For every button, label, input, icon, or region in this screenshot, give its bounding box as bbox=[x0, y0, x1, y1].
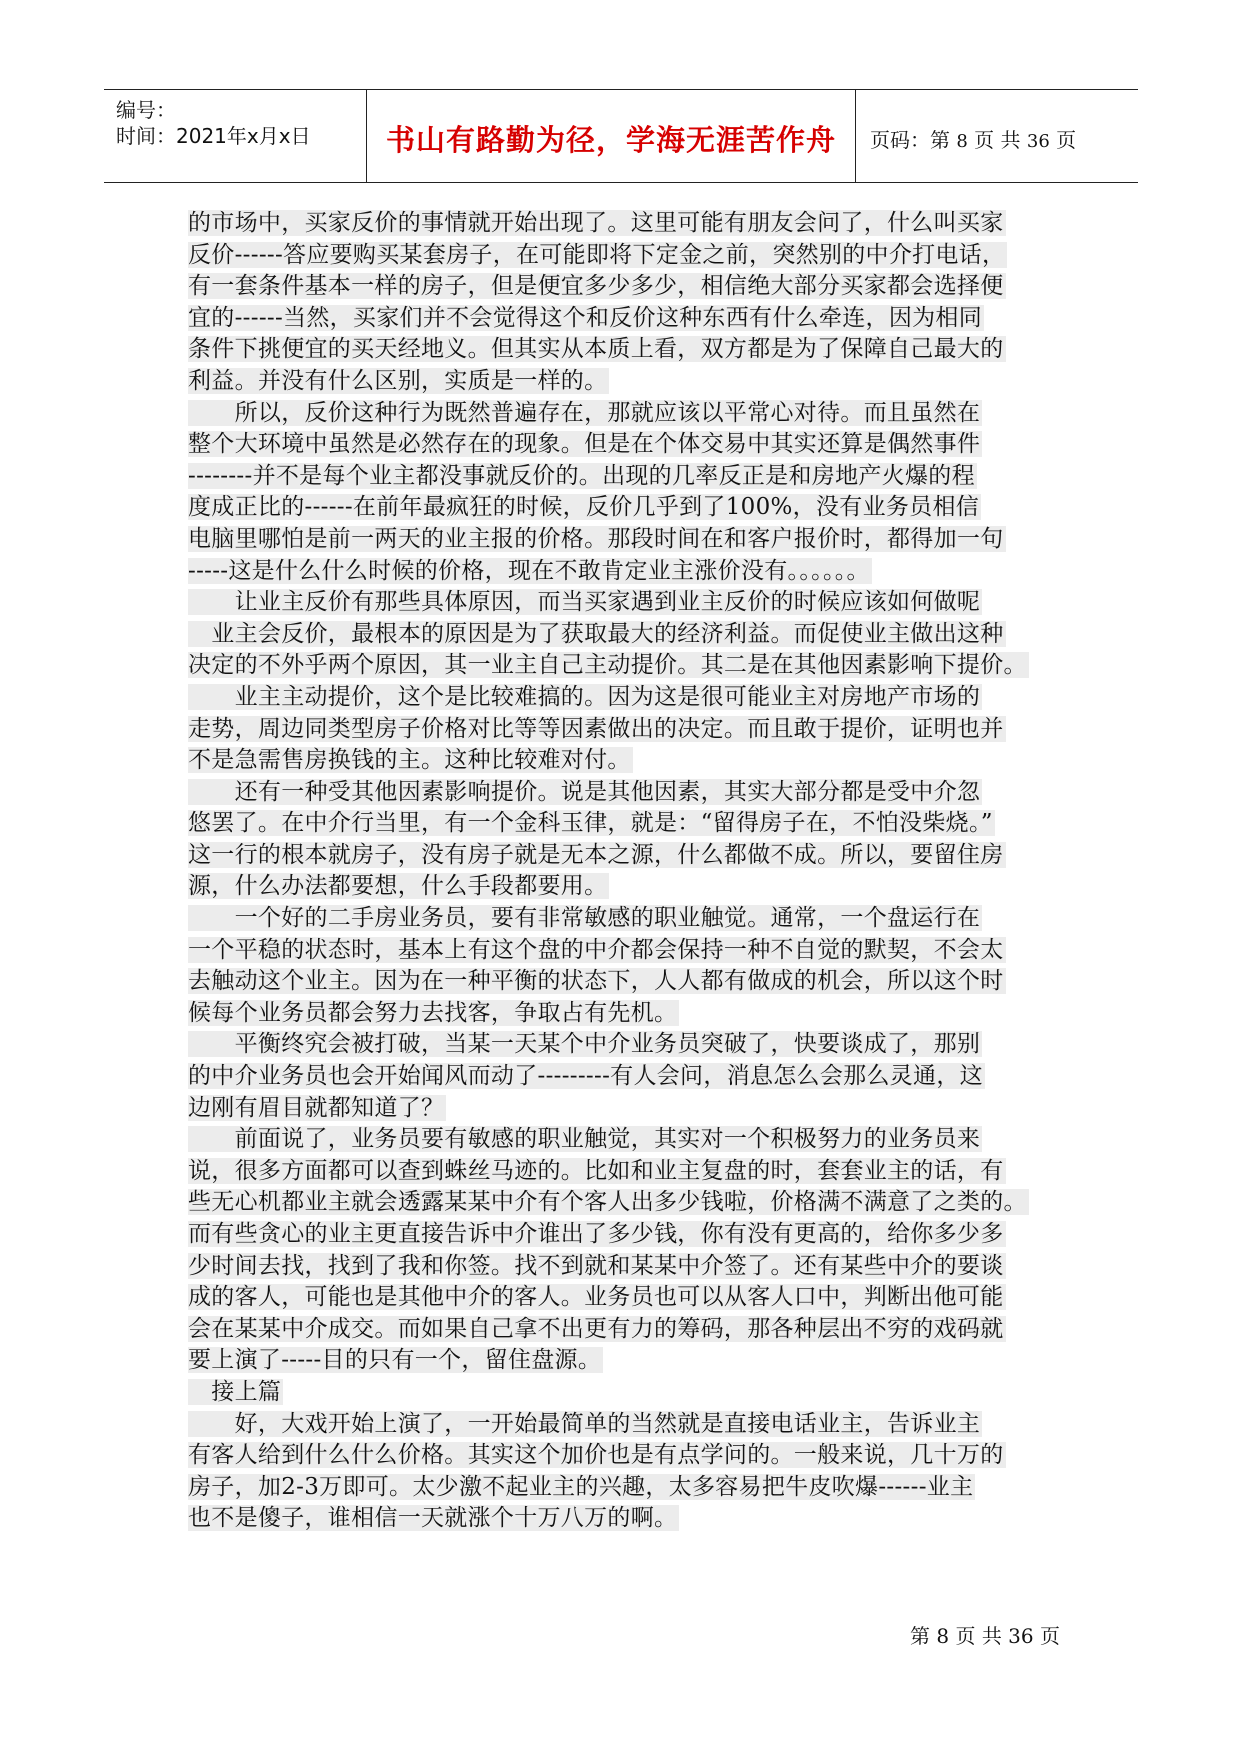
text-line bbox=[188, 1187, 1048, 1219]
text-line-content: 的中介业务员也会开始闻风而动了---------有人会问，消息怎么会那么灵通，这 bbox=[188, 1063, 983, 1090]
text-line-content: 走势，周边同类型房子价格对比等等因素做出的决定。而且敢于提价，证明也并 bbox=[188, 715, 1004, 742]
text-line-content: 让业主反价有那些具体原因，而当买家遇到业主反价的时候应该如何做呢 bbox=[188, 589, 981, 616]
text-line bbox=[188, 461, 1048, 493]
text-line bbox=[188, 398, 1048, 430]
text-line bbox=[188, 556, 1048, 588]
page-header bbox=[104, 89, 1138, 183]
text-line bbox=[188, 777, 1048, 809]
page-prefix: 页码：第 bbox=[870, 128, 950, 152]
text-line bbox=[188, 524, 1048, 556]
total-page-number: 36 bbox=[1026, 131, 1050, 152]
header-motto: 书山有路勤为径，学海无涯苦作舟 bbox=[385, 123, 836, 157]
text-line-content: 业主主动提价，这个是比较难搞的。因为这是很可能业主对房地产市场的 bbox=[188, 683, 981, 710]
text-line-content: 所以，反价这种行为既然普遍存在，那就应该以平常心对待。而且虽然在 bbox=[188, 399, 981, 426]
text-line bbox=[188, 745, 1048, 777]
text-line-content: 候每个业务员都会努力去找客，争取占有先机。 bbox=[188, 999, 678, 1026]
text-line-content: 有客人给到什么什么价格。其实这个加价也是有点学问的。一般来说，几十万的 bbox=[188, 1442, 1004, 1469]
text-line bbox=[188, 1314, 1048, 1346]
text-line bbox=[188, 619, 1048, 651]
text-line-content: 前面说了，业务员要有敏感的职业触觉，其实对一个积极努力的业务员来 bbox=[188, 1126, 981, 1153]
text-line bbox=[188, 271, 1048, 303]
current-page-number: 8 bbox=[956, 131, 968, 152]
text-line bbox=[188, 682, 1048, 714]
text-line-content: --------并不是每个业主都没事就反价的。出现的几率反正是和房地产火爆的程 bbox=[188, 462, 975, 489]
text-line-content: 反价------答应要购买某套房子，在可能即将下定金之前，突然别的中介打电话， bbox=[188, 241, 1006, 268]
text-line bbox=[188, 303, 1048, 335]
text-line bbox=[188, 1061, 1048, 1093]
text-line-content: 要上演了-----目的只有一个，留住盘源。 bbox=[188, 1347, 602, 1374]
text-line bbox=[188, 1503, 1048, 1535]
body-text bbox=[188, 208, 1048, 1535]
number-label: 编号： bbox=[116, 98, 176, 122]
header-left-cell bbox=[104, 90, 366, 182]
text-line bbox=[188, 840, 1048, 872]
text-line bbox=[188, 1440, 1048, 1472]
time-label: 时间：2021年x月x日 bbox=[116, 124, 311, 148]
text-line-content: -----这是什么什么时候的价格，现在不敢肯定业主涨价没有。。。。。。 bbox=[188, 557, 870, 584]
page-suffix: 页 bbox=[1056, 128, 1077, 152]
text-line-content: 好，大戏开始上演了，一开始最简单的当然就是直接电话业主，告诉业主 bbox=[188, 1410, 981, 1437]
text-line bbox=[188, 1124, 1048, 1156]
header-page-number bbox=[870, 124, 1076, 153]
text-line-content: 成的客人，可能也是其他中介的客人。业务员也可以从客人口中，判断出他可能 bbox=[188, 1284, 1004, 1311]
text-line bbox=[188, 492, 1048, 524]
text-line-content: 平衡终究会被打破，当某一天某个中介业务员突破了，快要谈成了，那别 bbox=[188, 1031, 981, 1058]
text-line bbox=[188, 903, 1048, 935]
text-line bbox=[188, 808, 1048, 840]
text-line bbox=[188, 1251, 1048, 1283]
text-line-content: 一个平稳的状态时，基本上有这个盘的中介都会保持一种不自觉的默契，不会太 bbox=[188, 936, 1004, 963]
text-line-content: 而有些贪心的业主更直接告诉中介谁出了多少钱，你有没有更高的，给你多少多 bbox=[188, 1221, 1004, 1247]
text-line-content: 不是急需售房换钱的主。这种比较难对付。 bbox=[188, 747, 631, 774]
text-line bbox=[188, 1156, 1048, 1188]
text-line-content: 还有一种受其他因素影响提价。说是其他因素，其实大部分都是受中介忽 bbox=[188, 778, 981, 805]
text-line bbox=[188, 1029, 1048, 1061]
text-line-content: 说，很多方面都可以查到蛛丝马迹的。比如和业主复盘的时，套套业主的话，有 bbox=[188, 1157, 1004, 1184]
text-line-content: 有一套条件基本一样的房子，但是便宜多少多少，相信绝大部分买家都会选择便 bbox=[188, 273, 1004, 300]
text-line bbox=[188, 1219, 1048, 1251]
text-line bbox=[188, 998, 1048, 1030]
header-page-cell bbox=[856, 90, 1138, 182]
text-line-content: 些无心机都业主就会透露某某中介有个客人出多少钱啦，价格满不满意了之类的。 bbox=[188, 1189, 1027, 1216]
header-motto-cell bbox=[366, 90, 856, 182]
text-line bbox=[188, 871, 1048, 903]
text-line-content: 边刚有眉目就都知道了？ bbox=[188, 1094, 445, 1121]
page-footer: 第 8 页 共 36 页 bbox=[910, 1624, 1060, 1648]
page-mid: 页 共 bbox=[974, 128, 1021, 152]
text-line-content: 接上篇 bbox=[188, 1378, 282, 1405]
text-line bbox=[188, 1472, 1048, 1504]
text-line-content: 条件下挑便宜的买天经地义。但其实从本质上看，双方都是为了保障自己最大的 bbox=[188, 336, 1004, 363]
text-line bbox=[188, 240, 1048, 272]
text-line bbox=[188, 935, 1048, 967]
text-line bbox=[188, 714, 1048, 746]
text-line-content: 业主会反价，最根本的原因是为了获取最大的经济利益。而促使业主做出这种 bbox=[188, 620, 1004, 647]
text-line-content: 度成正比的------在前年最疯狂的时候，反价几乎到了100%，没有业务员相信 bbox=[188, 494, 980, 521]
text-line-content: 整个大环境中虽然是必然存在的现象。但是在个体交易中其实还算是偶然事件 bbox=[188, 431, 981, 458]
text-line-content: 这一行的根本就房子，没有房子就是无本之源，什么都做不成。所以，要留住房 bbox=[188, 841, 1004, 868]
text-line bbox=[188, 1377, 1048, 1409]
text-line bbox=[188, 650, 1048, 682]
text-line bbox=[188, 366, 1048, 398]
text-line-content: 去触动这个业主。因为在一种平衡的状态下，人人都有做成的机会，所以这个时 bbox=[188, 968, 1004, 995]
text-line-content: 房子，加2-3万即可。太少激不起业主的兴趣，太多容易把牛皮吹爆------业主 bbox=[188, 1473, 974, 1500]
text-line bbox=[188, 966, 1048, 998]
text-line-content: 电脑里哪怕是前一两天的业主报的价格。那段时间在和客户报价时，都得加一句 bbox=[188, 525, 1004, 552]
text-line-content: 宜的------当然，买家们并不会觉得这个和反价这种东西有什么牵连，因为相同 bbox=[188, 304, 983, 331]
text-line bbox=[188, 1282, 1048, 1314]
text-line bbox=[188, 1345, 1048, 1377]
text-line-content: 少时间去找，找到了我和你签。找不到就和某某中介签了。还有某些中介的要谈 bbox=[188, 1252, 1004, 1279]
text-line bbox=[188, 429, 1048, 461]
text-line bbox=[188, 587, 1048, 619]
text-line-content: 会在某某中介成交。而如果自己拿不出更有力的筹码，那各种层出不穷的戏码就 bbox=[188, 1315, 1004, 1342]
text-line-content: 源，什么办法都要想，什么手段都要用。 bbox=[188, 873, 608, 900]
text-line bbox=[188, 208, 1048, 240]
text-line-content: 悠罢了。在中介行当里，有一个金科玉律，就是：“留得房子在，不怕没柴烧。” bbox=[188, 810, 993, 837]
text-line bbox=[188, 1093, 1048, 1125]
text-line-content: 也不是傻子，谁相信一天就涨个十万八万的啊。 bbox=[188, 1505, 678, 1532]
text-line-content: 利益。并没有什么区别，实质是一样的。 bbox=[188, 367, 608, 394]
text-line-content: 的市场中，买家反价的事情就开始出现了。这里可能有朋友会问了，什么叫买家 bbox=[188, 210, 1004, 236]
text-line bbox=[188, 1409, 1048, 1441]
text-line bbox=[188, 334, 1048, 366]
text-line-content: 决定的不外乎两个原因，其一业主自己主动提价。其二是在其他因素影响下提价。 bbox=[188, 652, 1027, 679]
text-line-content: 一个好的二手房业务员，要有非常敏感的职业触觉。通常，一个盘运行在 bbox=[188, 905, 981, 932]
